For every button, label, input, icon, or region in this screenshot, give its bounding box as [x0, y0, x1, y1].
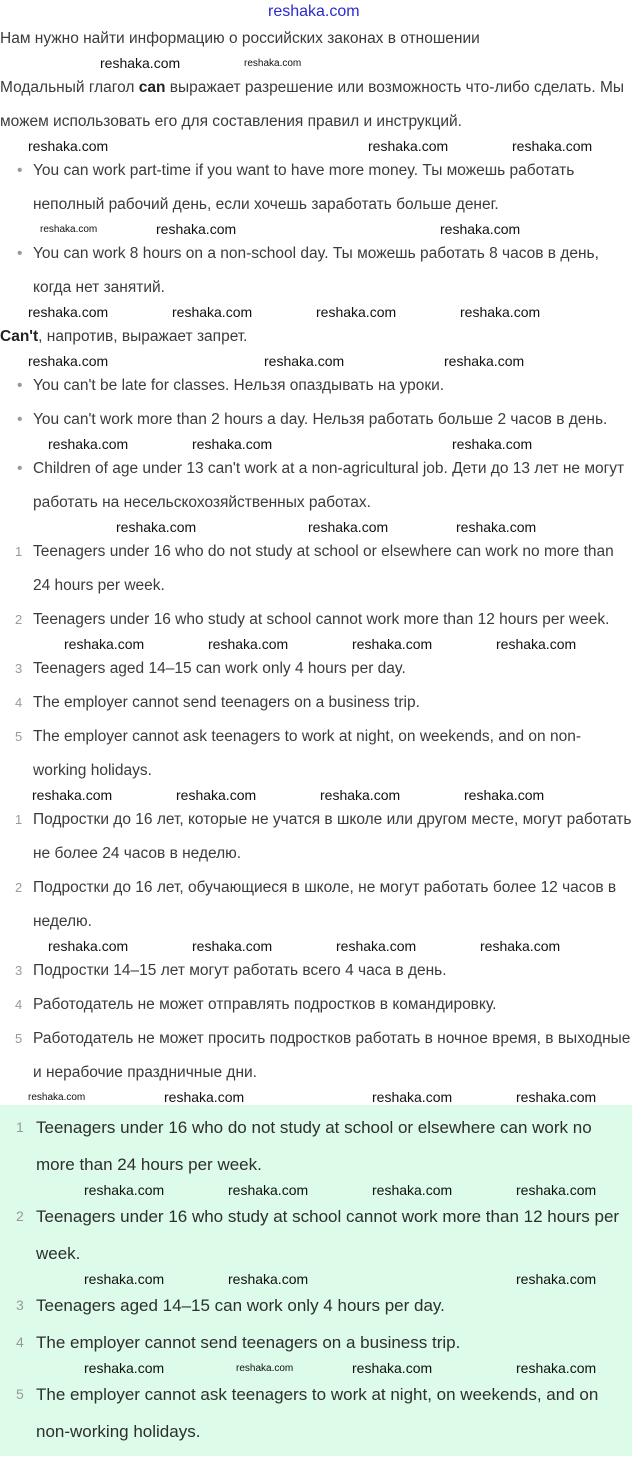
watermark: reshaka.com — [444, 353, 525, 369]
bullet-icon: • — [17, 411, 23, 428]
rule-ru — [15, 803, 632, 871]
bullet-icon: • — [17, 460, 23, 477]
num: 1 — [15, 544, 23, 559]
bullet-icon: • — [17, 377, 23, 394]
watermark: reshaka.com — [336, 938, 417, 954]
rule-en — [15, 603, 632, 637]
num: 4 — [16, 1334, 24, 1350]
watermark-row — [0, 520, 632, 535]
answer-text: The employer cannot send teenagers on a business trip. — [36, 1333, 461, 1352]
watermark: reshaka.com — [164, 1089, 245, 1105]
text: выражает разрешение или возможность что-либо сделать. Мы можем использовать его для составления правил и инструкций. — [0, 79, 625, 130]
watermark: reshaka.com — [368, 138, 449, 154]
watermark-row — [0, 1361, 632, 1376]
rule-text: Подростки до 16 лет, которые не учатся в школе или другом месте, могут работать не более 24 часов в неделю. — [33, 811, 632, 862]
watermark: reshaka.com — [352, 1360, 433, 1376]
watermark: reshaka.com — [480, 938, 561, 954]
item-text: You can work 8 hours on a non-school day. Ты можешь работать 8 часов в день, когда нет занятий. — [33, 245, 599, 296]
list-item — [17, 452, 632, 520]
rule-ru — [15, 954, 632, 988]
rule-text: Подростки до 16 лет, обучающиеся в школе, не могут работать более 12 часов в неделю. — [33, 879, 617, 930]
list-item — [17, 154, 632, 222]
rule-en — [15, 652, 632, 686]
watermark: reshaka.com — [316, 304, 397, 320]
watermark: reshaka.com — [264, 353, 345, 369]
num: 1 — [16, 1119, 24, 1135]
num: 2 — [15, 612, 23, 627]
num: 4 — [15, 695, 23, 710]
watermark: reshaka.com — [320, 787, 401, 803]
watermark-row — [0, 222, 632, 237]
answer-item — [16, 1287, 632, 1324]
text: , напротив, выражает запрет. — [38, 328, 248, 345]
rule-text: Teenagers under 16 who study at school cannot work more than 12 hours per week. — [33, 611, 610, 628]
list-item — [17, 403, 632, 437]
num: 5 — [16, 1386, 24, 1402]
watermark-row — [0, 788, 632, 803]
watermark-row — [0, 354, 632, 369]
watermark: reshaka.com — [440, 221, 521, 237]
watermark-row — [0, 139, 632, 154]
watermark: reshaka.com — [372, 1089, 453, 1105]
intro-text: Нам нужно найти информацию о российских законах в отношении — [0, 30, 480, 47]
list-item — [17, 369, 632, 403]
num: 4 — [15, 997, 23, 1012]
num: 5 — [15, 1031, 23, 1046]
watermark: reshaka.com — [268, 3, 360, 20]
watermark: reshaka.com — [192, 938, 273, 954]
num: 3 — [15, 963, 23, 978]
rule-text: The employer cannot send teenagers on a business trip. — [33, 694, 420, 711]
watermark-row — [0, 637, 632, 652]
watermark: reshaka.com — [516, 1360, 597, 1376]
num: 5 — [15, 729, 23, 744]
watermark: reshaka.com — [372, 1182, 453, 1198]
answer-item — [16, 1376, 632, 1450]
num: 1 — [15, 812, 23, 827]
answer-text: Teenagers aged 14–15 can work only 4 hours per day. — [36, 1296, 445, 1315]
watermark: reshaka.com — [352, 636, 433, 652]
watermark: reshaka.com — [516, 1089, 597, 1105]
answer-text: Teenagers under 16 who study at school cannot work more than 12 hours per week. — [36, 1207, 620, 1263]
watermark: reshaka.com — [192, 436, 273, 452]
rule-text: Teenagers under 16 who do not study at school or elsewhere can work no more than 24 hours per week. — [33, 543, 614, 594]
text: Модальный глагол — [0, 79, 139, 96]
rule-text: Работодатель не может просить подростков работать в ночное время, в выходные и нерабочие праздничные дни. — [33, 1030, 631, 1081]
watermark: reshaka.com — [28, 304, 109, 320]
answer-text: Teenagers under 16 who do not study at school or elsewhere can work no more than 24 hours per week. — [36, 1118, 592, 1174]
watermark: reshaka.com — [496, 636, 577, 652]
watermark: reshaka.com — [456, 519, 537, 535]
bold-cant: Can't — [0, 328, 39, 345]
watermark: reshaka.com — [452, 436, 533, 452]
watermark: reshaka.com — [48, 436, 129, 452]
watermark: reshaka.com — [512, 138, 593, 154]
rule-text: Работодатель не может отправлять подростков в командировку. — [33, 996, 497, 1013]
answer-item — [16, 1109, 632, 1183]
watermark: reshaka.com — [464, 787, 545, 803]
rule-text: Подростки 14–15 лет могут работать всего 4 часа в день. — [33, 962, 447, 979]
watermark-row — [0, 56, 632, 71]
watermark-row — [0, 1090, 632, 1105]
watermark: reshaka.com — [516, 1182, 597, 1198]
watermark: reshaka.com — [228, 1182, 309, 1198]
watermark: reshaka.com — [84, 1360, 165, 1376]
watermark: reshaka.com — [28, 1092, 86, 1103]
watermark: reshaka.com — [100, 55, 181, 71]
watermark: reshaka.com — [48, 938, 129, 954]
answer-box — [0, 1105, 632, 1456]
rule-text: Teenagers aged 14–15 can work only 4 hours per day. — [33, 660, 406, 677]
cant-paragraph — [0, 320, 632, 354]
num: 2 — [16, 1208, 24, 1224]
item-text: You can't be late for classes. Нельзя опаздывать на уроки. — [33, 377, 445, 394]
watermark-row — [0, 939, 632, 954]
watermark: reshaka.com — [516, 1271, 597, 1287]
watermark-row — [0, 305, 632, 320]
item-text: You can't work more than 2 hours a day. Нельзя работать больше 2 часов в день. — [33, 411, 608, 428]
item-text: You can work part-time if you want to have more money. Ты можешь работать неполный рабочий день, если хочешь заработать больше денег. — [33, 162, 575, 213]
num: 3 — [16, 1297, 24, 1313]
answer-item — [16, 1324, 632, 1361]
watermark-row — [0, 1183, 632, 1198]
rule-en — [15, 535, 632, 603]
bullet-icon: • — [17, 245, 23, 262]
watermark: reshaka.com — [228, 1271, 309, 1287]
num: 3 — [15, 661, 23, 676]
item-text: Children of age under 13 can't work at a non-agricultural job. Дети до 13 лет не могут работать на несельскохозяйственных работах. — [33, 460, 625, 511]
answer-item — [16, 1198, 632, 1272]
watermark: reshaka.com — [40, 224, 98, 235]
watermark: reshaka.com — [32, 787, 113, 803]
watermark-row — [0, 1272, 632, 1287]
rule-en — [15, 686, 632, 720]
watermark: reshaka.com — [116, 519, 197, 535]
rule-en — [15, 720, 632, 788]
watermark: reshaka.com — [84, 1271, 165, 1287]
bullet-icon: • — [17, 162, 23, 179]
watermark: reshaka.com — [236, 1363, 294, 1374]
answer-text: The employer cannot ask teenagers to work at night, on weekends, and on non-working holidays. — [36, 1385, 599, 1441]
watermark: reshaka.com — [156, 221, 237, 237]
rule-ru — [15, 871, 632, 939]
watermark: reshaka.com — [28, 353, 109, 369]
watermark: reshaka.com — [460, 304, 541, 320]
watermark: reshaka.com — [308, 519, 389, 535]
watermark-row — [0, 437, 632, 452]
rule-ru — [15, 988, 632, 1022]
watermark: reshaka.com — [172, 304, 253, 320]
watermark: reshaka.com — [208, 636, 289, 652]
bold-can: can — [138, 79, 166, 96]
watermark: reshaka.com — [244, 58, 302, 69]
can-paragraph — [0, 71, 632, 139]
watermark: reshaka.com — [28, 138, 109, 154]
watermark: reshaka.com — [84, 1182, 165, 1198]
watermark: reshaka.com — [176, 787, 257, 803]
rule-ru — [15, 1022, 632, 1090]
watermark: reshaka.com — [64, 636, 145, 652]
watermark-row — [0, 2, 632, 22]
num: 2 — [15, 880, 23, 895]
list-item — [17, 237, 632, 305]
rule-text: The employer cannot ask teenagers to work at night, on weekends, and on non-working holidays. — [33, 728, 582, 779]
